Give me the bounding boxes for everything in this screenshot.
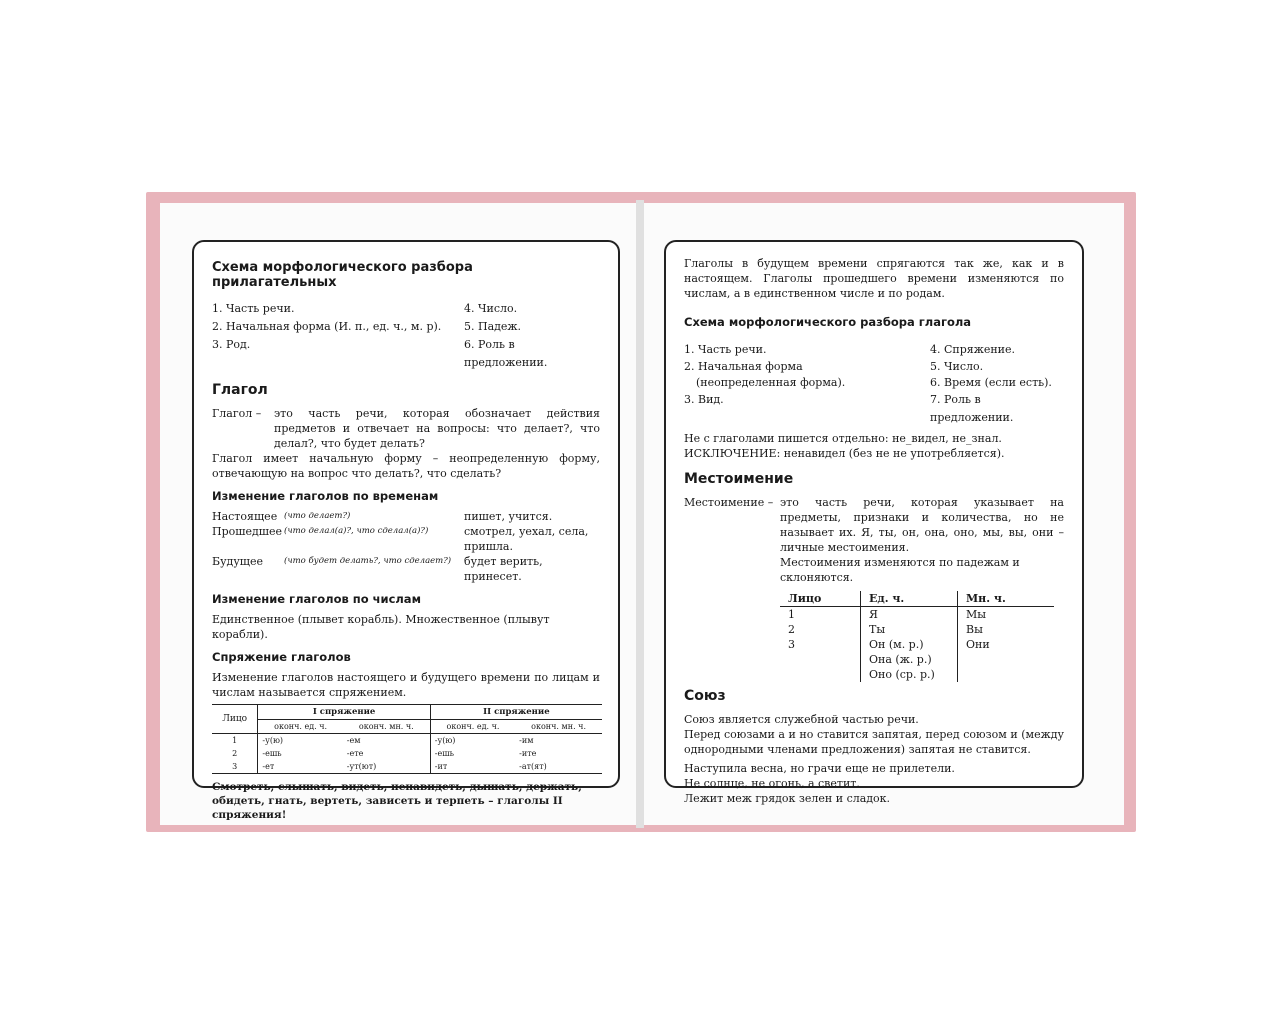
tense-name: Будущее xyxy=(212,555,264,568)
union-title: Союз xyxy=(684,688,726,704)
table-cell: Я xyxy=(861,607,958,623)
union-example-2: Не солнце, не огонь, а светит. xyxy=(684,777,860,790)
table-cell: -ит xyxy=(434,762,448,771)
table-subheader: оконч. ед. ч. xyxy=(446,722,500,731)
conjugation-table xyxy=(212,704,602,774)
verb-title: Глагол xyxy=(212,382,268,398)
verb-scheme-list xyxy=(684,341,1064,427)
pronoun-table xyxy=(780,591,1054,682)
scheme-item: 5. Падеж. xyxy=(464,320,522,333)
pronoun-definition xyxy=(684,495,1064,555)
table-header: I спряжение xyxy=(258,705,430,720)
table-header: II спряжение xyxy=(430,705,602,720)
table-row xyxy=(212,760,602,774)
scheme-item: 1. Часть речи. xyxy=(212,302,295,315)
table-row xyxy=(780,622,1054,637)
table-cell: -у(ю) xyxy=(262,736,284,745)
numbers-title: Изменение глаголов по числам xyxy=(212,592,421,606)
table-cell: 3 xyxy=(212,760,258,774)
table-row xyxy=(780,667,1054,682)
table-cell: Он (м. р.) xyxy=(861,637,958,652)
tense-question: (что будет делать?, что сделает?) xyxy=(284,556,452,566)
table-row xyxy=(212,734,602,748)
table-cell: 2 xyxy=(212,747,258,760)
table-row xyxy=(780,652,1054,667)
table-cell: 1 xyxy=(212,734,258,748)
table-cell: -ат(ят) xyxy=(519,762,547,771)
tense-example: будет верить, принесет. xyxy=(464,555,543,583)
book-spine xyxy=(636,200,644,828)
table-cell: 1 xyxy=(780,607,861,623)
exception: ИСКЛЮЧЕНИЕ: ненавидел (без не не употребляется). xyxy=(684,447,1005,460)
adjective-scheme-list xyxy=(212,300,600,372)
adjective-scheme-title: Схема морфологического разбора прилагательных xyxy=(212,260,473,290)
table-cell: -у(ю) xyxy=(434,736,456,745)
table-cell: Ты xyxy=(861,622,958,637)
tense-question: (что делает?) xyxy=(284,511,351,521)
table-cell xyxy=(958,667,1055,682)
table-cell: 2 xyxy=(780,622,861,637)
table-header: Ед. ч. xyxy=(861,591,958,607)
table-cell: Она (ж. р.) xyxy=(861,652,958,667)
conjugation-note: Смотреть, слышать, видеть, ненавидеть, дышать, держать, обидеть, гнать, вертеть, зависеть и терпеть – глаголы II спряжения! xyxy=(212,781,582,821)
conjugation-title: Спряжение глаголов xyxy=(212,650,351,664)
right-card xyxy=(664,240,1084,805)
verb-scheme-title: Схема морфологического разбора глагола xyxy=(684,315,972,329)
table-subheader: оконч. ед. ч. xyxy=(274,722,328,731)
table-subheader: оконч. мн. ч. xyxy=(531,722,586,731)
tense-example: смотрел, уехал, села, пришла. xyxy=(464,525,589,553)
scheme-item: 4. Число. xyxy=(464,302,518,315)
table-header: Мн. ч. xyxy=(966,592,1006,605)
tense-name: Прошедшее xyxy=(212,525,283,538)
conjugation-text: Изменение глаголов настоящего и будущего времени по лицам и числам называется спряжением. xyxy=(212,671,600,699)
table-cell xyxy=(958,652,1055,667)
scheme-item: 7. Роль в предложении. xyxy=(930,393,1014,424)
table-cell: Они xyxy=(966,638,990,651)
union-example-1: Наступила весна, но грачи еще не прилетели. xyxy=(684,762,955,775)
table-cell: Оно (ср. р.) xyxy=(861,667,958,682)
table-cell: -ешь xyxy=(262,749,282,758)
tenses-list xyxy=(212,509,600,584)
verb-definition xyxy=(212,406,600,451)
tense-intro: Глаголы в будущем времени спрягаются так же, как и в настоящем. Глаголы прошедшего времени изменяются по числам, а в единственном числе и по родам. xyxy=(684,257,1064,300)
tenses-title: Изменение глаголов по временам xyxy=(212,489,439,503)
table-row xyxy=(780,607,1054,623)
scheme-item: 3. Вид. xyxy=(684,393,724,406)
scheme-item: 2. Начальная форма (И. п., ед. ч., м. р). xyxy=(212,320,442,333)
ne-rule: Не с глаголами пишется отдельно: не_видел, не_знал. xyxy=(684,432,1002,445)
table-header: Лицо xyxy=(212,705,258,734)
table-cell: -ешь xyxy=(434,749,455,758)
verb-def-text: это часть речи, которая обозначает действия предметов и отвечает на вопросы: что делает?, что делал?, что будет делать? xyxy=(274,407,600,450)
verb-infinitive: Глагол имеет начальную форму – неопределенную форму, отвечающую на вопрос что делать?, что сделать? xyxy=(212,452,600,480)
table-subheader: оконч. мн. ч. xyxy=(343,720,431,734)
left-card xyxy=(192,240,620,821)
numbers-text: Единственное (плывет корабль). Множественное (плывут корабли). xyxy=(212,613,550,641)
table-cell: -ем xyxy=(343,734,431,748)
table-cell: -им xyxy=(519,736,534,745)
union-text-1: Союз является служебной частью речи. xyxy=(684,713,919,726)
table-cell: 3 xyxy=(780,637,861,652)
scheme-item: 6. Время (если есть). xyxy=(930,376,1052,389)
table-cell: -ет xyxy=(262,762,275,771)
table-cell: -ете xyxy=(343,747,431,760)
scheme-item: 2. Начальная форма xyxy=(684,360,803,373)
scheme-item: 4. Спряжение. xyxy=(930,343,1016,356)
scheme-item: (неопределенная форма). xyxy=(696,376,846,389)
tense-name: Настоящее xyxy=(212,510,278,523)
table-cell: Мы xyxy=(966,608,987,621)
scheme-item: 6. Роль в предложении. xyxy=(464,338,548,369)
table-cell: -ите xyxy=(519,749,537,758)
scheme-item: 1. Часть речи. xyxy=(684,343,767,356)
scheme-item: 5. Число. xyxy=(930,360,984,373)
table-cell: Вы xyxy=(966,623,983,636)
tense-example: пишет, учится. xyxy=(464,510,553,523)
table-cell: -ут(ют) xyxy=(343,760,431,774)
table-header: Лицо xyxy=(780,591,861,607)
pronoun-def-text: это часть речи, которая указывает на предметы, признаки и количества, но не называет их. Я, ты, он, она, оно, мы, вы, они – личные местоимения. xyxy=(780,496,1064,554)
union-text-2: Перед союзами а и но ставится запятая, перед союзом и (между однородными членами предложения) запятая не ставится. xyxy=(684,728,1064,756)
pronoun-change: Местоимения изменяются по падежам и склоняются. xyxy=(780,556,1020,584)
table-row xyxy=(780,637,1054,652)
table-cell xyxy=(780,652,861,667)
verb-term: Глагол – xyxy=(212,407,262,420)
table-row xyxy=(212,747,602,760)
table-cell xyxy=(780,667,861,682)
tense-question: (что делал(а)?, что сделал(а)?) xyxy=(284,526,429,536)
pronoun-term: Местоимение – xyxy=(684,496,774,509)
union-example-3: Лежит меж грядок зелен и сладок. xyxy=(684,792,891,805)
pronoun-title: Местоимение xyxy=(684,471,794,487)
scheme-item: 3. Род. xyxy=(212,338,251,351)
